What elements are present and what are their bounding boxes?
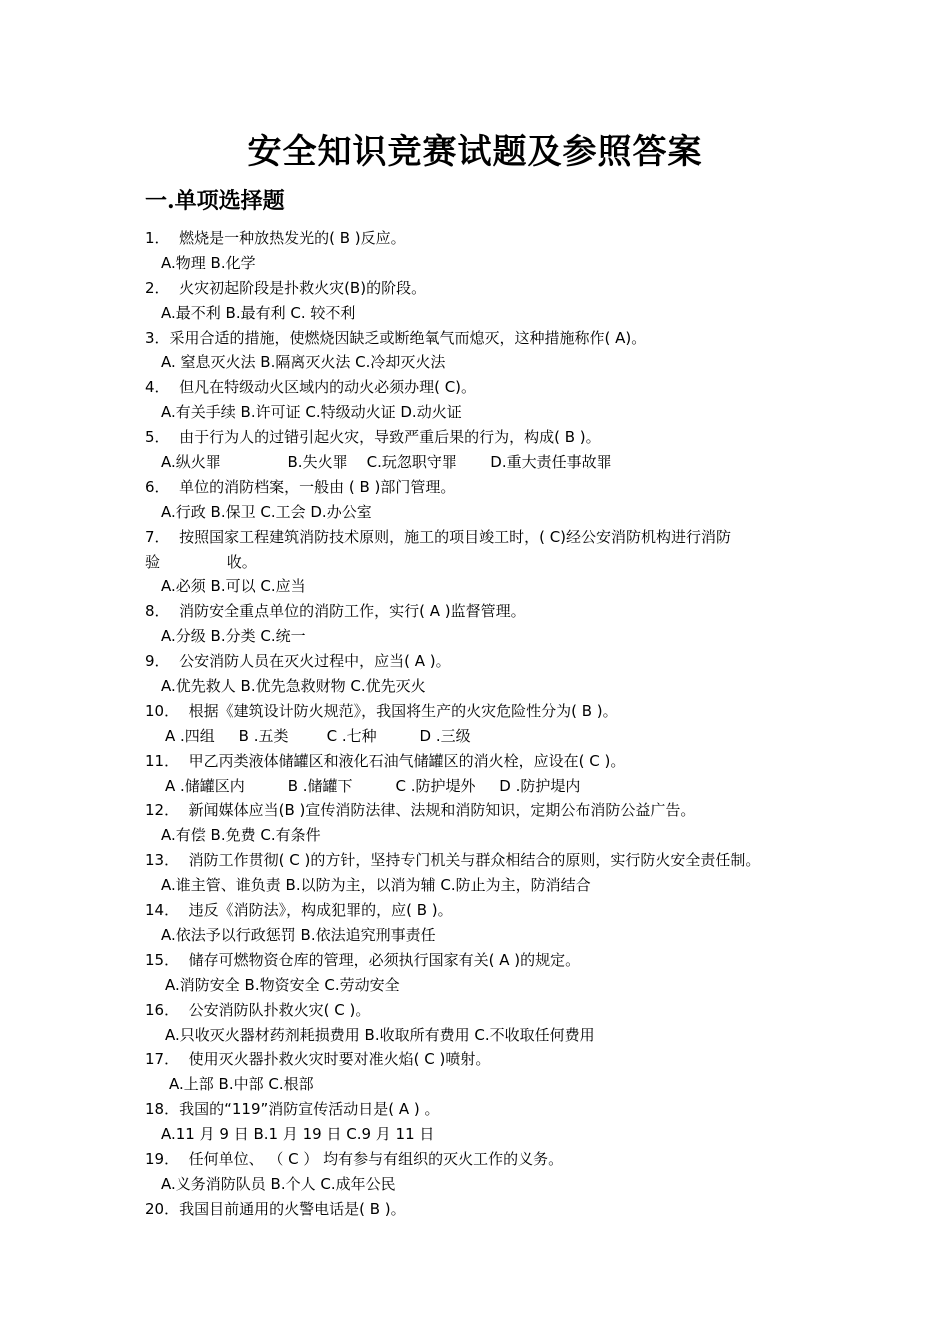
answer-options: A.有偿 B.免费 C.有条件 (161, 826, 321, 845)
question-text: 9． 公安消防人员在灭火过程中，应当( A )。 (145, 652, 451, 671)
question-text: 4． 但凡在特级动火区域内的动火必须办理( C)。 (145, 378, 477, 397)
answer-options: A.上部 B.中部 C.根部 (169, 1075, 314, 1094)
question-text: 验 收。 (145, 552, 257, 571)
question-text: 10． 根据《建筑设计防火规范》，我国将生产的火灾危险性分为( B )。 (145, 701, 618, 720)
question-text: 2． 火灾初起阶段是扑救火灾(B)的阶段。 (145, 278, 427, 297)
answer-options: A. 窒息灭火法 B.隔离灭火法 C.冷却灭火法 (161, 353, 446, 372)
section-heading: 一.单项选择题 (145, 188, 285, 214)
answer-options: A.依法予以行政惩罚 B.依法追究刑事责任 (161, 925, 436, 944)
answer-options: A.最不利 B.最有利 C. 较不利 (161, 303, 356, 322)
question-text: 13． 消防工作贯彻( C )的方针，坚持专门机关与群众相结合的原则，实行防火安全责任制。 (145, 851, 761, 870)
question-text: 14． 违反《消防法》，构成犯罪的，应( B )。 (145, 901, 453, 920)
page-title: 安全知识竞赛试题及参照答案 (247, 132, 703, 172)
question-text: 7． 按照国家工程建筑消防技术原则，施工的项目竣工时，( C)经公安消防机构进行消防 (145, 527, 732, 546)
answer-options: A.谁主管、谁负责 B.以防为主，以消为辅 C.防止为主，防消结合 (161, 876, 591, 895)
question-text: 3．采用合适的措施，使燃烧因缺乏或断绝氧气而熄灭，这种措施称作( A)。 (145, 328, 647, 347)
answer-options: A.分级 B.分类 C.统一 (161, 627, 306, 646)
question-text: 12． 新闻媒体应当(B )宣传消防法律、法规和消防知识，定期公布消防公益广告。 (145, 801, 696, 820)
answer-options: A.优先救人 B.优先急救财物 C.优先灭火 (161, 677, 426, 696)
answer-options: A.只收灭火器材药剂耗损费用 B.收取所有费用 C.不收取任何费用 (165, 1025, 595, 1044)
answer-options: A.必须 B.可以 C.应当 (161, 577, 306, 596)
question-text: 19． 任何单位、 （ C ） 均有参与有组织的灭火工作的义务。 (145, 1149, 564, 1168)
question-text: 16． 公安消防队扑救火灾( C )。 (145, 1000, 371, 1019)
question-list (145, 226, 845, 1222)
answer-options: A.行政 B.保卫 C.工会 D.办公室 (161, 502, 372, 521)
question-text: 15． 储存可燃物资仓库的管理，必须执行国家有关( A )的规定。 (145, 950, 581, 969)
answer-options: A.纵火罪 B.失火罪 C.玩忽职守罪 D.重大责任事故罪 (161, 453, 612, 472)
question-text: 18．我国的“119”消防宣传活动日是( A ) 。 (145, 1100, 440, 1119)
answer-options: A.有关手续 B.许可证 C.特级动火证 D.动火证 (161, 403, 462, 422)
answer-options: A.义务消防队员 B.个人 C.成年公民 (161, 1174, 396, 1193)
question-text: 6． 单位的消防档案，一般由 ( B )部门管理。 (145, 477, 456, 496)
answer-options: A.消防安全 B.物资安全 C.劳动安全 (165, 975, 400, 994)
answer-options: A .储罐区内 B .储罐下 C .防护堤外 D .防护堤内 (165, 776, 581, 795)
question-text: 1． 燃烧是一种放热发光的( B )反应。 (145, 229, 406, 247)
question-text: 5． 由于行为人的过错引起火灾，导致严重后果的行为，构成( B )。 (145, 428, 601, 447)
question-text: 8． 消防安全重点单位的消防工作，实行( A )监督管理。 (145, 602, 526, 621)
question-text: 11． 甲乙丙类液体储罐区和液化石油气储罐区的消火栓，应设在( C )。 (145, 751, 626, 770)
answer-options: A .四组 B .五类 C .七种 D .三级 (165, 726, 471, 745)
question-text: 17． 使用灭火器扑救火灾时要对准火焰( C )喷射。 (145, 1050, 491, 1069)
question-text: 20．我国目前通用的火警电话是( B )。 (145, 1199, 406, 1218)
answer-options: A.11 月 9 日 B.1 月 19 日 C.9 月 11 日 (161, 1125, 435, 1144)
answer-options: A.物理 B.化学 (161, 253, 256, 272)
